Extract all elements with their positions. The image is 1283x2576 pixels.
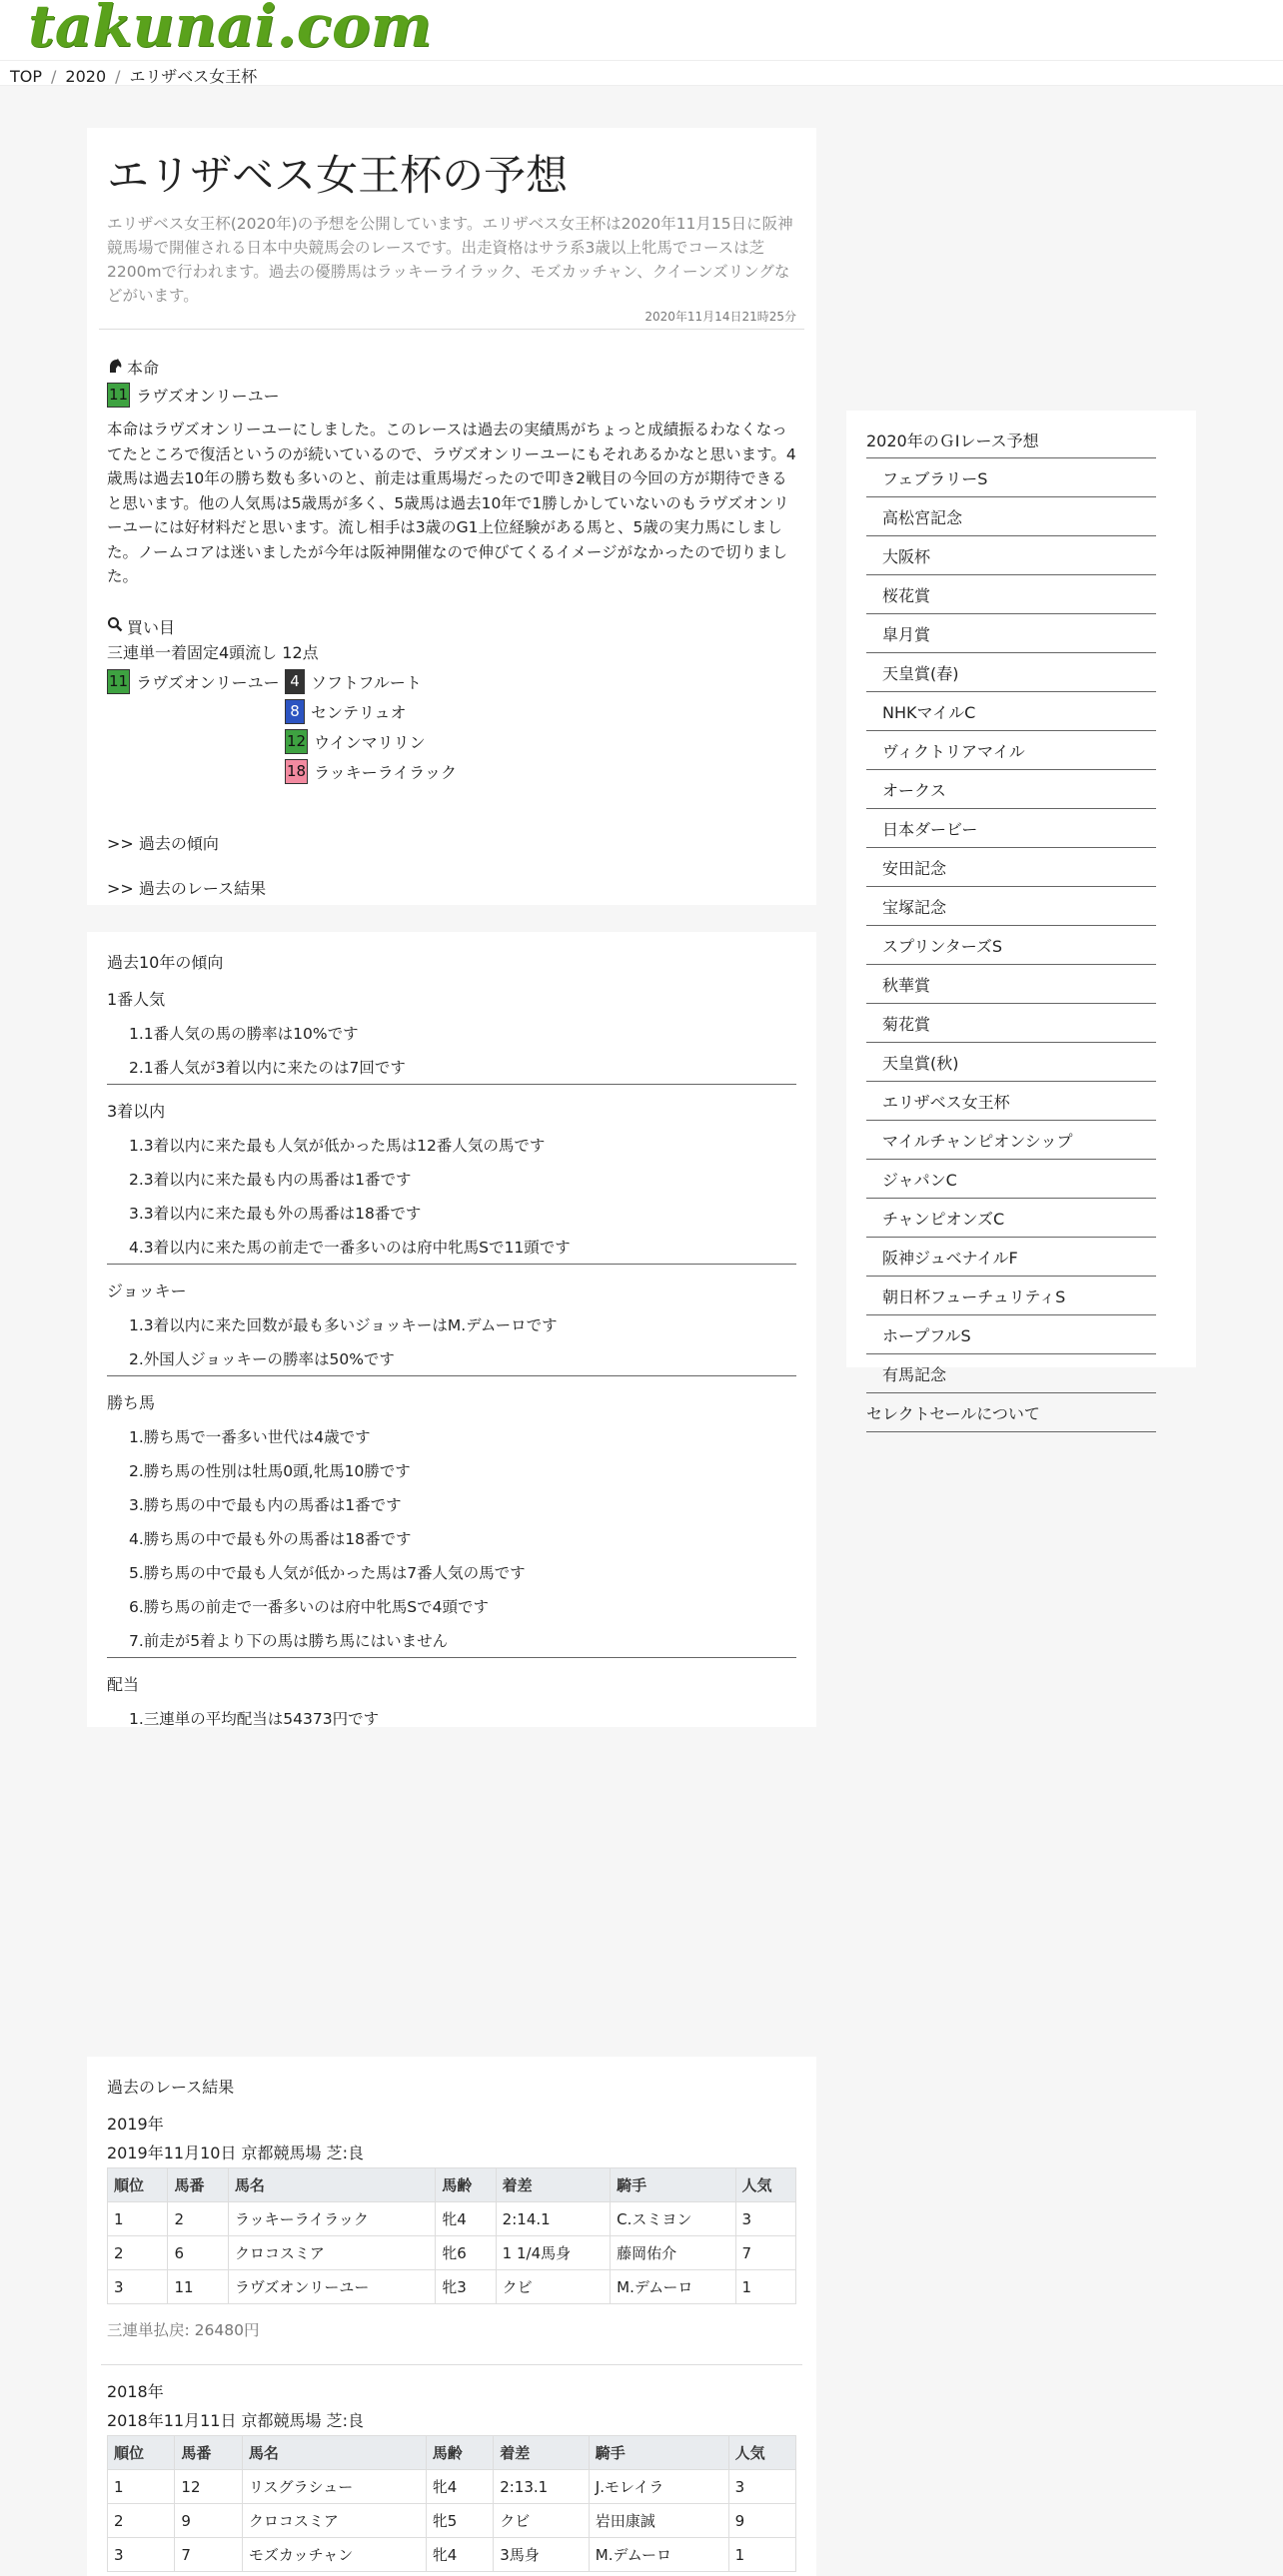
- table-cell: 1: [108, 2470, 175, 2504]
- sidebar: [846, 411, 1196, 1423]
- trend-list: [129, 1427, 796, 1651]
- partner-horse: [285, 699, 407, 724]
- trend-item: 2.勝ち馬の性別は牡馬0頭,牝馬10勝です: [129, 1462, 411, 1480]
- column-header: 馬齢: [426, 2436, 493, 2470]
- column-header: 順位: [108, 2436, 175, 2470]
- horse-number-badge: 8: [285, 699, 305, 724]
- table-row: [108, 2538, 796, 2572]
- divider: [107, 1264, 796, 1265]
- bet-grid: [107, 669, 796, 789]
- table-cell: 3: [108, 2538, 175, 2572]
- table-cell: 11: [168, 2270, 228, 2304]
- table-cell: M.デムーロ: [589, 2538, 728, 2572]
- prediction-reason: 本命はラヴズオンリーユーにしました。このレースは過去の実績馬がちょっと成績振るわなくなってたところで復活というのが続いているので、ラヴズオンリーユーにもそれあるかなと思います。4歳馬は過去10年の勝ち数も多いのと、前走は重馬場だったので叩き2戦目の今回の方が期待できると思います。他の人気馬は5歳馬が多く、5歳馬は過去10年で1勝しかしていないのもラヴズオンリーユーには好材料だと思います。流し相手は3歳のG1上位経験がある馬と、5歳の実力馬にしました。ノームコアは迷いましたが今年は阪神開催なので伸びてくるイメージがなかったので切りました。: [107, 421, 796, 585]
- article-lead: エリザベス女王杯(2020年)の予想を公開しています。エリザベス女王杯は2020年11月15日に阪神競馬場で開催される日本中央競馬会のレースです。出走資格はサラ系3歳以上牝馬でコースは芝2200mで行われます。過去の優勝馬はラッキーライラック、モズカッチャン、クイーンズリングなどがいます。: [107, 215, 793, 305]
- sidebar-item[interactable]: 宝塚記念: [866, 887, 1156, 926]
- column-header: 着差: [494, 2436, 590, 2470]
- table-cell: クビ: [494, 2504, 590, 2538]
- publish-date: 2020年11月14日21時25分: [644, 310, 796, 324]
- table-cell: 2: [108, 2504, 175, 2538]
- sidebar-item[interactable]: スプリンターズS: [866, 926, 1156, 965]
- sidebar-item[interactable]: オークス: [866, 770, 1156, 809]
- trend-item: 2.1番人気が3着以内に来たのは7回です: [129, 1059, 406, 1077]
- horse-number-badge: 11: [107, 669, 130, 694]
- trend-item: 3.勝ち馬の中で最も内の馬番は1番です: [129, 1496, 402, 1514]
- race-info: 2019年11月10日 京都競馬場 芝:良: [107, 2144, 365, 2162]
- trend-item: 2.3着以内に来た最も内の馬番は1番です: [129, 1171, 412, 1189]
- breadcrumb: [10, 64, 257, 87]
- horse-name: ラッキーライラック: [314, 762, 457, 782]
- trend-item: 1.3着以内に来た最も人気が低かった馬は12番人気の馬です: [129, 1137, 546, 1155]
- partner-horse: [285, 729, 426, 754]
- sidebar-item[interactable]: 天皇賞(秋): [866, 1043, 1156, 1082]
- table-cell: 1 1/4馬身: [496, 2236, 610, 2270]
- page-title: エリザベス女王杯の予想: [107, 151, 569, 200]
- sidebar-item[interactable]: 安田記念: [866, 848, 1156, 887]
- table-cell: リスグラシュー: [242, 2470, 426, 2504]
- honmei-label: 本命: [127, 359, 160, 378]
- trend-item: 6.勝ち馬の前走で一番多いのは府中牝馬Sで4頭です: [129, 1598, 489, 1616]
- trend-item: 3.3着以内に来た最も外の馬番は18番です: [129, 1205, 422, 1223]
- table-cell: ラヴズオンリーユー: [228, 2270, 435, 2304]
- trend-category-title: 勝ち馬: [107, 1393, 156, 1412]
- column-header: 馬名: [228, 2168, 435, 2202]
- results-years: [107, 2112, 796, 2572]
- breadcrumb-year[interactable]: 2020: [65, 67, 107, 86]
- sidebar-item[interactable]: マイルチャンピオンシップ: [866, 1121, 1156, 1160]
- trend-item: 4.勝ち馬の中で最も外の馬番は18番です: [129, 1530, 412, 1548]
- axis-horse: [107, 669, 291, 694]
- table-cell: 1: [108, 2202, 168, 2236]
- trend-category-title: 配当: [107, 1675, 140, 1694]
- trend-item: 5.勝ち馬の中で最も人気が低かった馬は7番人気の馬です: [129, 1564, 526, 1582]
- column-header: 馬名: [242, 2436, 426, 2470]
- table-row: [108, 2270, 796, 2304]
- column-header: 人気: [728, 2436, 795, 2470]
- table-cell: 牝4: [426, 2538, 493, 2572]
- horse-name: センテリュオ: [311, 702, 407, 722]
- results-card: [87, 2057, 816, 2576]
- trend-item: 1.三連単の平均配当は54373円です: [129, 1710, 380, 1728]
- sidebar-item[interactable]: 秋華賞: [866, 965, 1156, 1004]
- table-cell: 牝5: [426, 2504, 493, 2538]
- table-row: [108, 2470, 796, 2504]
- divider: [99, 329, 804, 330]
- table-cell: 牝4: [436, 2202, 496, 2236]
- table-cell: 9: [175, 2504, 242, 2538]
- column-header: 騎手: [611, 2168, 735, 2202]
- buy-heading: [107, 615, 796, 638]
- table-cell: 藤岡佑介: [611, 2236, 735, 2270]
- breadcrumb-separator: /: [115, 67, 121, 86]
- trend-card: [87, 932, 816, 1727]
- trend-item: 2.外国人ジョッキーの勝率は50%です: [129, 1350, 395, 1368]
- honmei-horse: [107, 383, 796, 408]
- table-cell: 6: [168, 2236, 228, 2270]
- table-cell: 岩田康誠: [589, 2504, 728, 2538]
- horse-name: ソフトフルート: [311, 672, 422, 692]
- trend-categories: [107, 987, 796, 1729]
- result-year: 2018年: [107, 2382, 164, 2401]
- table-cell: 3: [735, 2202, 796, 2236]
- table-cell: 1: [728, 2538, 795, 2572]
- sidebar-item[interactable]: 大阪杯: [866, 536, 1156, 575]
- horse-number-badge: 4: [285, 669, 305, 694]
- horse-icon: [107, 358, 123, 378]
- link-past-trends[interactable]: >> 過去の傾向: [107, 833, 219, 853]
- trend-list: [129, 1024, 796, 1078]
- sidebar-item-select-sale[interactable]: セレクトセールについて: [866, 1393, 1156, 1432]
- site-logo[interactable]: takunai.com: [28, 0, 433, 60]
- column-header: 人気: [735, 2168, 796, 2202]
- sidebar-title: 2020年のＧⅠレース予想: [866, 429, 1156, 458]
- table-cell: クビ: [496, 2270, 610, 2304]
- column-header: 馬齢: [436, 2168, 496, 2202]
- table-cell: クロコスミア: [242, 2504, 426, 2538]
- search-icon: [107, 616, 123, 636]
- table-cell: 牝3: [436, 2270, 496, 2304]
- table-cell: 7: [735, 2236, 796, 2270]
- divider: [101, 2364, 802, 2365]
- column-header: 騎手: [589, 2436, 728, 2470]
- header-divider: [0, 60, 1283, 61]
- table-cell: モズカッチャン: [242, 2538, 426, 2572]
- sidebar-item[interactable]: 高松宮記念: [866, 497, 1156, 536]
- sidebar-item[interactable]: エリザベス女王杯: [866, 1082, 1156, 1121]
- results-table: [107, 2167, 796, 2304]
- sidebar-list: [866, 458, 1176, 1393]
- sidebar-item[interactable]: 皐月賞: [866, 614, 1156, 653]
- table-cell: 3馬身: [494, 2538, 590, 2572]
- sidebar-item[interactable]: 阪神ジュベナイルF: [866, 1238, 1156, 1277]
- bet-type: 三連単一着固定4頭流し 12点: [107, 642, 319, 662]
- trend-category-title: ジョッキー: [107, 1282, 187, 1300]
- breadcrumb-separator: /: [51, 67, 57, 86]
- divider: [107, 1657, 796, 1658]
- trend-item: 7.前走が5着より下の馬は勝ち馬にはいません: [129, 1632, 449, 1650]
- trend-item: 1.3着以内に来た回数が最も多いジョッキーはM.デムーロです: [129, 1316, 558, 1334]
- trend-category-title: 1番人気: [107, 990, 166, 1009]
- sidebar-item[interactable]: 日本ダービー: [866, 809, 1156, 848]
- results-title: 過去のレース結果: [107, 2078, 235, 2097]
- column-header: 馬番: [168, 2168, 228, 2202]
- trend-item: 4.3着以内に来た馬の前走で一番多いのは府中牝馬Sで11頭です: [129, 1239, 571, 1257]
- table-cell: 2:13.1: [494, 2470, 590, 2504]
- sidebar-item[interactable]: 天皇賞(春): [866, 653, 1156, 692]
- trend-category-title: 3着以内: [107, 1102, 166, 1121]
- table-cell: 2: [108, 2236, 168, 2270]
- sidebar-item[interactable]: 桜花賞: [866, 575, 1156, 614]
- prediction-card: [87, 128, 816, 905]
- breadcrumb-top[interactable]: TOP: [10, 67, 43, 86]
- site-header: [0, 0, 1283, 86]
- trend-list: [129, 1709, 796, 1729]
- race-info: 2018年11月11日 京都競馬場 芝:良: [107, 2411, 365, 2430]
- horse-name: ウインマリリン: [314, 732, 426, 752]
- buy-label: 買い目: [127, 617, 176, 637]
- table-cell: J.モレイラ: [589, 2470, 728, 2504]
- breadcrumb-current: エリザベス女王杯: [129, 67, 258, 86]
- section-links: [107, 831, 796, 899]
- trend-item: 1.勝ち馬で一番多い世代は4歳です: [129, 1428, 371, 1446]
- sidebar-item[interactable]: 有馬記念: [866, 1354, 1156, 1393]
- trend-list: [129, 1315, 796, 1369]
- payout: 三連単払戻: 26480円: [107, 2321, 260, 2339]
- sidebar-item[interactable]: チャンピオンズC: [866, 1199, 1156, 1238]
- sidebar-item[interactable]: ホープフルS: [866, 1315, 1156, 1354]
- divider: [107, 1375, 796, 1376]
- sidebar-item[interactable]: NHKマイルC: [866, 692, 1156, 731]
- table-cell: 3: [108, 2270, 168, 2304]
- trend-item: 1.1番人気の馬の勝率は10%です: [129, 1025, 359, 1043]
- table-cell: M.デムーロ: [611, 2270, 735, 2304]
- trend-list: [129, 1136, 796, 1258]
- trend-title: 過去10年の傾向: [107, 953, 224, 972]
- sidebar-item[interactable]: フェブラリーS: [866, 458, 1156, 497]
- partner-horse: [285, 759, 457, 784]
- link-past-results[interactable]: >> 過去のレース結果: [107, 878, 267, 898]
- horse-name: ラヴズオンリーユー: [136, 672, 280, 692]
- column-header: 順位: [108, 2168, 168, 2202]
- divider: [107, 1084, 796, 1085]
- partner-horse: [285, 669, 422, 694]
- table-row: [108, 2202, 796, 2236]
- table-header-row: [108, 2168, 796, 2202]
- horse-number-badge: 18: [285, 759, 308, 784]
- table-cell: 2: [168, 2202, 228, 2236]
- sidebar-item[interactable]: 菊花賞: [866, 1004, 1156, 1043]
- table-cell: 7: [175, 2538, 242, 2572]
- honmei-heading: [107, 356, 796, 379]
- horse-number-badge: 12: [285, 729, 308, 754]
- result-year: 2019年: [107, 2115, 164, 2134]
- horse-number-badge: 11: [107, 383, 130, 408]
- column-header: 馬番: [175, 2436, 242, 2470]
- table-cell: 9: [728, 2504, 795, 2538]
- horse-name: ラヴズオンリーユー: [136, 387, 280, 406]
- sidebar-item[interactable]: 朝日杯フューチュリティS: [866, 1277, 1156, 1315]
- table-cell: 12: [175, 2470, 242, 2504]
- sidebar-item[interactable]: ヴィクトリアマイル: [866, 731, 1156, 770]
- sidebar-item[interactable]: ジャパンC: [866, 1160, 1156, 1199]
- results-table: [107, 2435, 796, 2572]
- column-header: 着差: [496, 2168, 610, 2202]
- table-cell: 3: [728, 2470, 795, 2504]
- table-cell: 牝6: [436, 2236, 496, 2270]
- table-row: [108, 2236, 796, 2270]
- table-cell: ラッキーライラック: [228, 2202, 435, 2236]
- table-cell: C.スミヨン: [611, 2202, 735, 2236]
- table-header-row: [108, 2436, 796, 2470]
- table-cell: 2:14.1: [496, 2202, 610, 2236]
- table-row: [108, 2504, 796, 2538]
- table-cell: 1: [735, 2270, 796, 2304]
- table-cell: クロコスミア: [228, 2236, 435, 2270]
- table-cell: 牝4: [426, 2470, 493, 2504]
